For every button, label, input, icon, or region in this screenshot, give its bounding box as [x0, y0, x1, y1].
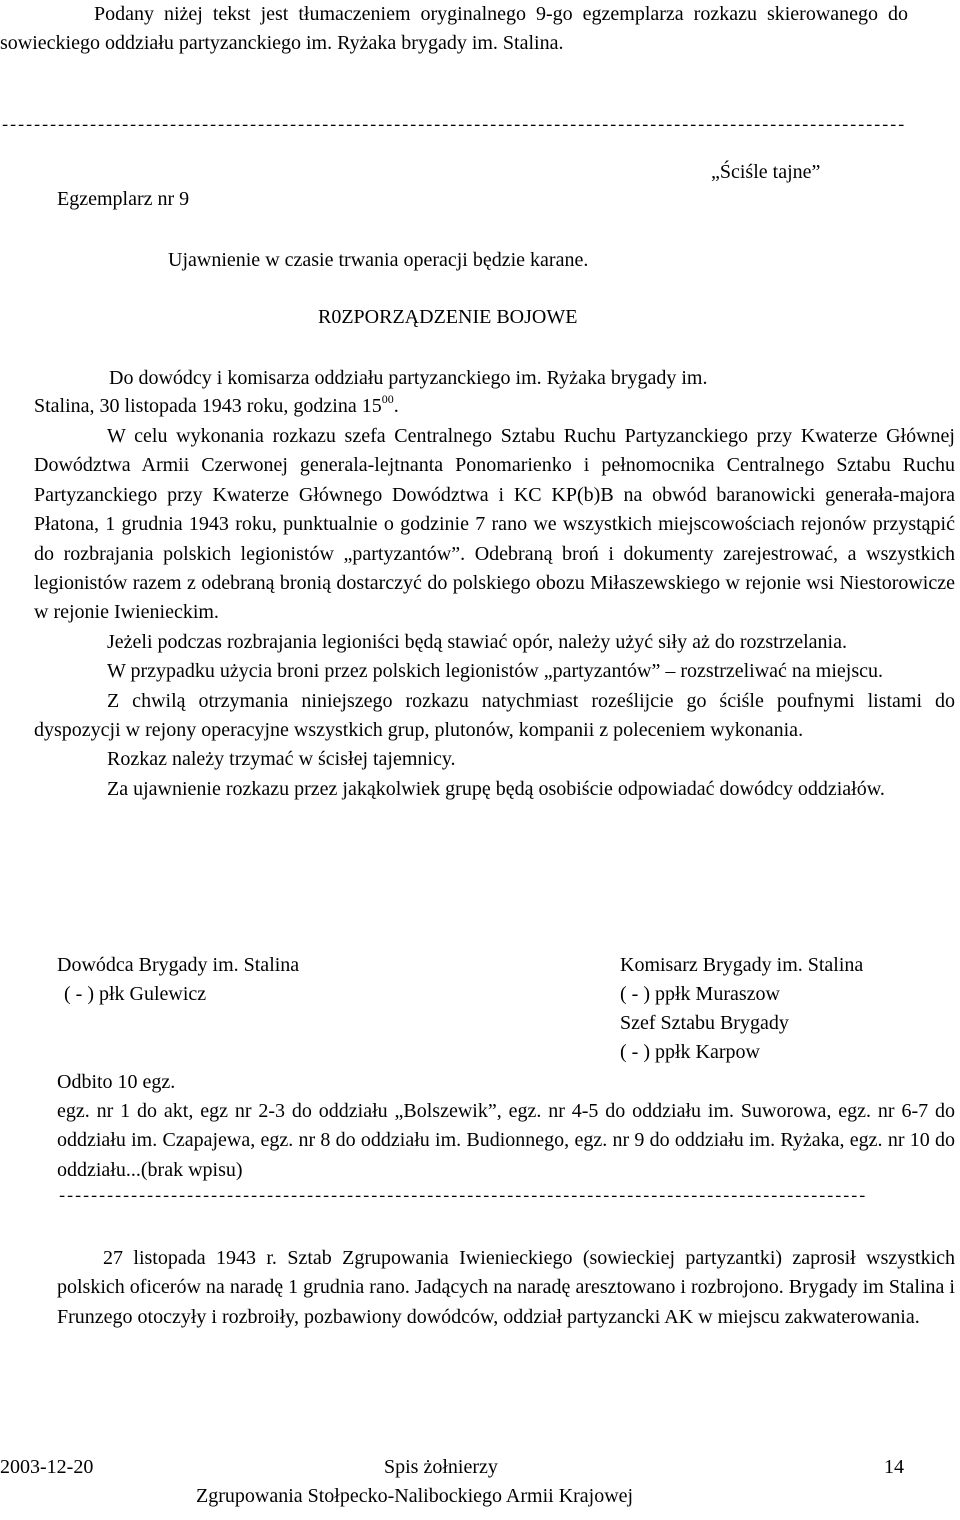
footer-title: Spis żołnierzy: [384, 1456, 498, 1478]
addressee-line-2: [34, 392, 399, 423]
footer-date: 2003-12-20: [0, 1456, 94, 1478]
body-paragraph-4: Z chwilą otrzymania niniejszego rozkazu natychmiast roześlijcie go ściśle poufnymi listami do dyspozycji w rejony operacyjne wszystkich grup, plutonów, kompanii z poleceniem wykonania.: [34, 689, 955, 742]
right-signature-title-2: Szef Sztabu Brygady: [620, 1012, 789, 1034]
addressee-end: .: [393, 395, 399, 417]
body-paragraph-3: W przypadku użycia broni przez polskich legionistów „partyzantów” – rozstrzeliwać na miejscu.: [107, 660, 884, 683]
addressee-date: Stalina, 30 listopada 1943 roku, godzina 15: [34, 395, 382, 417]
footer-subtitle: Zgrupowania Stołpecko-Nalibockiego Armii Krajowej: [196, 1485, 634, 1507]
copies-printed: Odbito 10 egz.: [57, 1071, 176, 1093]
disclosure-warning: Ujawnienie w czasie trwania operacji będzie karane.: [168, 249, 589, 271]
page-number: 14: [884, 1456, 904, 1478]
classification-label: „Ściśle tajne”: [711, 161, 821, 183]
body-paragraph-2: Jeżeli podczas rozbrajania legioniści będą stawiać opór, należy użyć siły aż do rozstrzelania.: [107, 630, 847, 653]
addressee-line-1: Do dowódcy i komisarza oddziału partyzanckiego im. Ryżaka brygady im.: [109, 367, 708, 389]
right-signature-title: Komisarz Brygady im. Stalina: [620, 954, 864, 976]
hour-superscript: 00: [381, 392, 394, 406]
top-separator: -----------------------------------------------------------------------------------------------------------------: [0, 117, 905, 136]
historical-note: 27 listopada 1943 r. Sztab Zgrupowania Iwienieckiego (sowieckiej partyzantki) zaprosił wszystkich polskich oficerów na naradę 1 grudnia rano. Jadących na naradę aresztowano i rozbrojono. Brygady im Stalina i Frunzego otoczyły i rozbroiły, pozbawiony dowódców, oddział partyzancki AK w miejscu zakwaterowania.: [57, 1247, 955, 1328]
body-paragraph-5: Rozkaz należy trzymać w ścisłej tajemnicy.: [107, 748, 456, 771]
left-signature-name: ( - ) płk Gulewicz: [64, 983, 207, 1005]
body-paragraph-6: Za ujawnienie rozkazu przez jakąkolwiek grupę będą osobiście odpowiadać dowódcy oddziałów.: [107, 777, 885, 800]
bottom-separator: -----------------------------------------------------------------------------------------------------: [57, 1188, 866, 1207]
copy-number: Egzemplarz nr 9: [57, 188, 190, 210]
right-signature-name-2: ( - ) ppłk Karpow: [620, 1041, 760, 1063]
document-title: R0ZPORZĄDZENIE BOJOWE: [318, 306, 578, 328]
left-signature-title: Dowódca Brygady im. Stalina: [57, 954, 300, 976]
intro-paragraph: Podany niżej tekst jest tłumaczeniem oryginalnego 9-go egzemplarza rozkazu skierowanego do sowieckiego oddziału partyzanckiego im. Ryżaka brygady im. Stalina.: [0, 3, 908, 55]
right-signature-name: ( - ) ppłk Muraszow: [620, 983, 780, 1005]
distribution-list: egz. nr 1 do akt, egz nr 2-3 do oddziału „Bolszewik”, egz. nr 4-5 do oddziału im. Suworowa, egz. nr 6-7 do oddziału im. Czapajewa, egz. nr 8 do oddziału im. Budionnego, egz. nr 9 do oddziału im. Ryżaka, egz. nr 10 do oddziału...(brak wpisu): [57, 1100, 955, 1181]
body-paragraph-1: W celu wykonania rozkazu szefa Centralnego Sztabu Ruchu Partyzanckiego przy Kwaterze Głównej Dowództwa Armii Czerwonej generala-lejtnanta Ponomarienko i pełnomocnika Centralnego Sztabu Ruchu Partyzanckiego przy Kwaterze Głównego Dowództwa i KC KP(b)B na obwód baranowicki generała-majora Płatona, 1 grudnia 1943 roku, punktualnie o godzinie 7 rano we wszystkich miejscowościach rejonów przystąpić do rozbrajania polskich legionistów „partyzantów”. Odebraną broń i dokumenty zarejestrować, a wszystkich legionistów razem z odebraną bronią dostarczyć do polskiego obozu Miłaszewskiego w rejonie wsi Niestorowicze w rejonie Iwienieckim.: [34, 425, 955, 624]
order-body: [34, 422, 955, 804]
